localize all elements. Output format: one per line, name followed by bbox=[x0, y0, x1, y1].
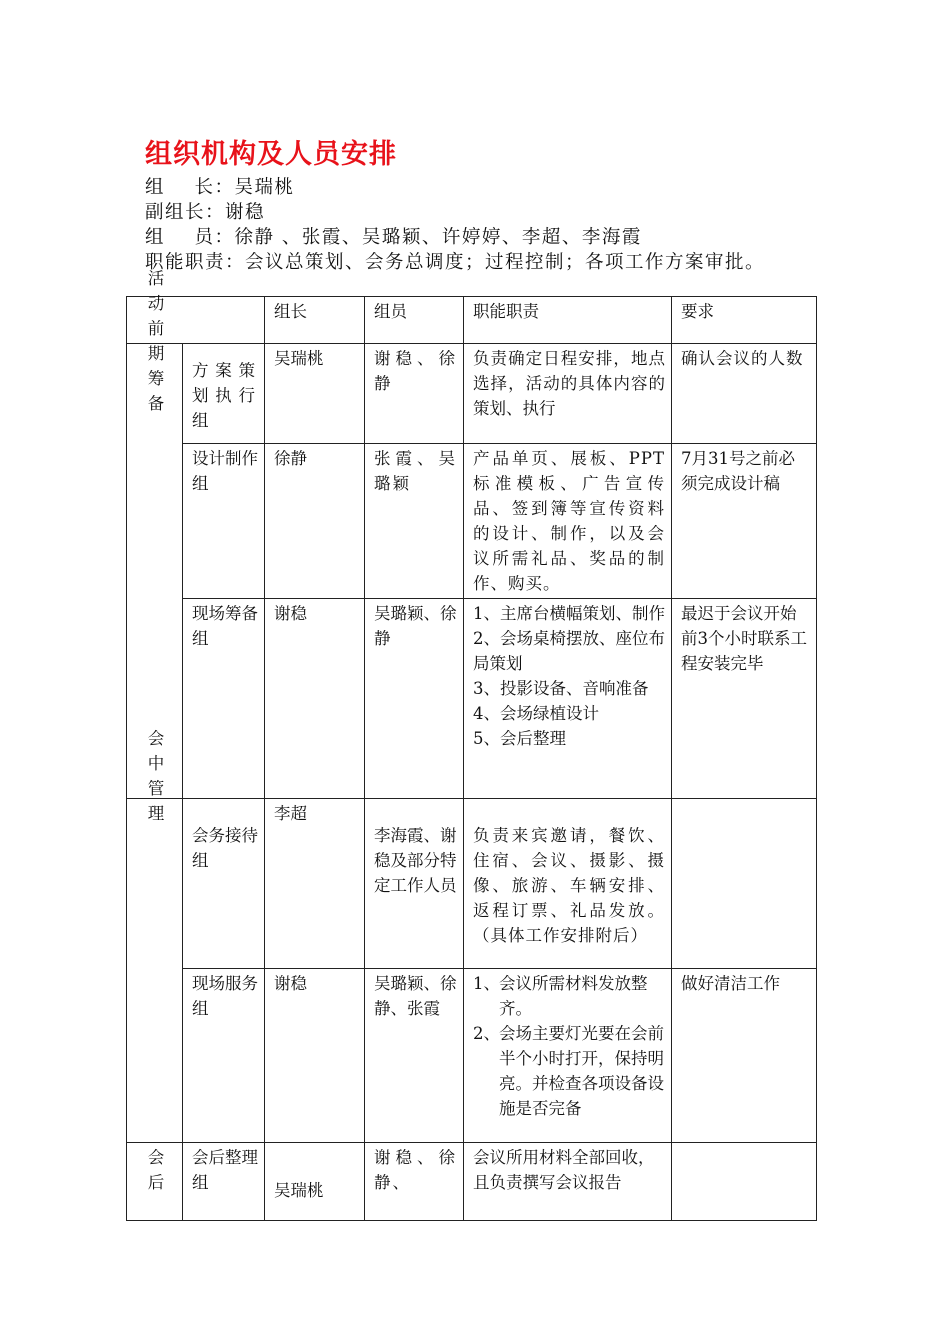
header-cell-members: 组员 bbox=[365, 297, 464, 344]
duty-list bbox=[473, 971, 665, 1121]
table-row bbox=[127, 1143, 817, 1221]
leader-cell: 吴瑞桃 bbox=[265, 1143, 365, 1221]
requirement-cell: 7月31号之前必须完成设计稿 bbox=[672, 444, 817, 599]
leader-cell: 徐静 bbox=[265, 444, 365, 599]
leader-line: 组 长：吴瑞桃 bbox=[145, 177, 295, 198]
requirement-cell bbox=[672, 1143, 817, 1221]
list-text: 会场主要灯光要在会前半个小时打开，保持明亮。并检查各项设备设施是否完备 bbox=[499, 1024, 664, 1118]
group-cell bbox=[183, 344, 265, 444]
group-cell: 现场服务组 bbox=[183, 969, 265, 1143]
header-cell-duty: 职能职责 bbox=[464, 297, 672, 344]
phase-cell-mid bbox=[127, 729, 183, 1143]
duty-cell: 负责来宾邀请，餐饮、住宿、会议、摄影、摄像、旅游、车辆安排、返程订票、礼品发放。（具体工作安排附后） bbox=[464, 799, 672, 969]
members-cell: 吴璐颖、徐静、张霞 bbox=[365, 969, 464, 1143]
duty-line-item: 5、会后整理 bbox=[473, 729, 566, 748]
requirement-cell bbox=[672, 799, 817, 969]
duty-cell bbox=[464, 599, 672, 799]
group-cell: 设计制作组 bbox=[183, 444, 265, 599]
leader-cell: 李超 bbox=[265, 799, 365, 969]
members-cell: 谢稳、徐静、 bbox=[365, 1143, 464, 1221]
list-item bbox=[473, 1021, 665, 1121]
group-cell: 会后整理组 bbox=[183, 1143, 265, 1221]
members-line: 组 员：徐静 、张霞、吴璐颖、许婷婷、李超、李海霞 bbox=[145, 227, 642, 248]
vice-leader-line: 副组长：谢稳 bbox=[145, 202, 266, 223]
leader-cell: 吴瑞桃 bbox=[265, 344, 365, 444]
group-cell: 现场筹备组 bbox=[183, 599, 265, 799]
table-row bbox=[127, 444, 817, 599]
list-number: 1、 bbox=[473, 974, 500, 993]
requirement-cell: 最迟于会议开始前3个小时联系工程安装完毕 bbox=[672, 599, 817, 799]
duty-line-item: 3、投影设备、音响准备 bbox=[473, 679, 649, 698]
organization-table bbox=[126, 269, 817, 1221]
table-header-row bbox=[127, 297, 817, 344]
duty-cell bbox=[464, 969, 672, 1143]
duty-cell: 会议所用材料全部回收，且负责撰写会议报告 bbox=[464, 1143, 672, 1221]
phase-cell-post bbox=[127, 1143, 183, 1221]
members-cell: 谢稳、徐静 bbox=[365, 344, 464, 444]
list-number: 2、 bbox=[473, 1024, 500, 1043]
info-block bbox=[145, 175, 815, 275]
leader-cell: 谢稳 bbox=[265, 599, 365, 799]
phase-label-mid: 会中管理 bbox=[147, 729, 165, 823]
phase-label-pre: 活动前期筹备 bbox=[147, 269, 165, 413]
table-row bbox=[127, 969, 817, 1143]
duty-line-item: 4、会场绿植设计 bbox=[473, 704, 599, 723]
duty-cell: 负责确定日程安排，地点选择，活动的具体内容的策划、执行 bbox=[464, 344, 672, 444]
members-cell: 吴璐颖、徐静 bbox=[365, 599, 464, 799]
requirement-cell: 确认会议的人数 bbox=[672, 344, 817, 444]
group-cell: 会务接待组 bbox=[183, 799, 265, 969]
members-cell: 李海霞、谢稳及部分特定工作人员 bbox=[365, 799, 464, 969]
requirement-cell: 做好清洁工作 bbox=[672, 969, 817, 1143]
members-cell: 张霞、吴璐颖 bbox=[365, 444, 464, 599]
list-text: 会议所需材料发放整齐。 bbox=[499, 974, 648, 1018]
leader-cell: 谢稳 bbox=[265, 969, 365, 1143]
duty-line-item: 1、主席台横幅策划、制作 bbox=[473, 604, 665, 623]
duty-line-item: 2、会场桌椅摆放、座位布局策划 bbox=[473, 629, 665, 673]
header-cell-requirement: 要求 bbox=[672, 297, 817, 344]
phase-label-post: 会后 bbox=[147, 1148, 165, 1192]
duty-line: 职能职责：会议总策划、会务总调度；过程控制；各项工作方案审批。 bbox=[145, 252, 766, 273]
page-title: 组织机构及人员安排 bbox=[145, 139, 397, 170]
duty-cell: 产品单页、展板、PPT标准模板、广告宣传品、签到簿等宣传资料的设计、制作，以及会议所需礼品、奖品的制作、购买。 bbox=[464, 444, 672, 599]
header-cell-leader: 组长 bbox=[265, 297, 365, 344]
list-item bbox=[473, 971, 665, 1021]
group-name: 方案策划执行组 bbox=[192, 361, 258, 430]
table-row bbox=[127, 344, 817, 444]
table-row bbox=[127, 799, 817, 969]
table-row bbox=[127, 599, 817, 799]
